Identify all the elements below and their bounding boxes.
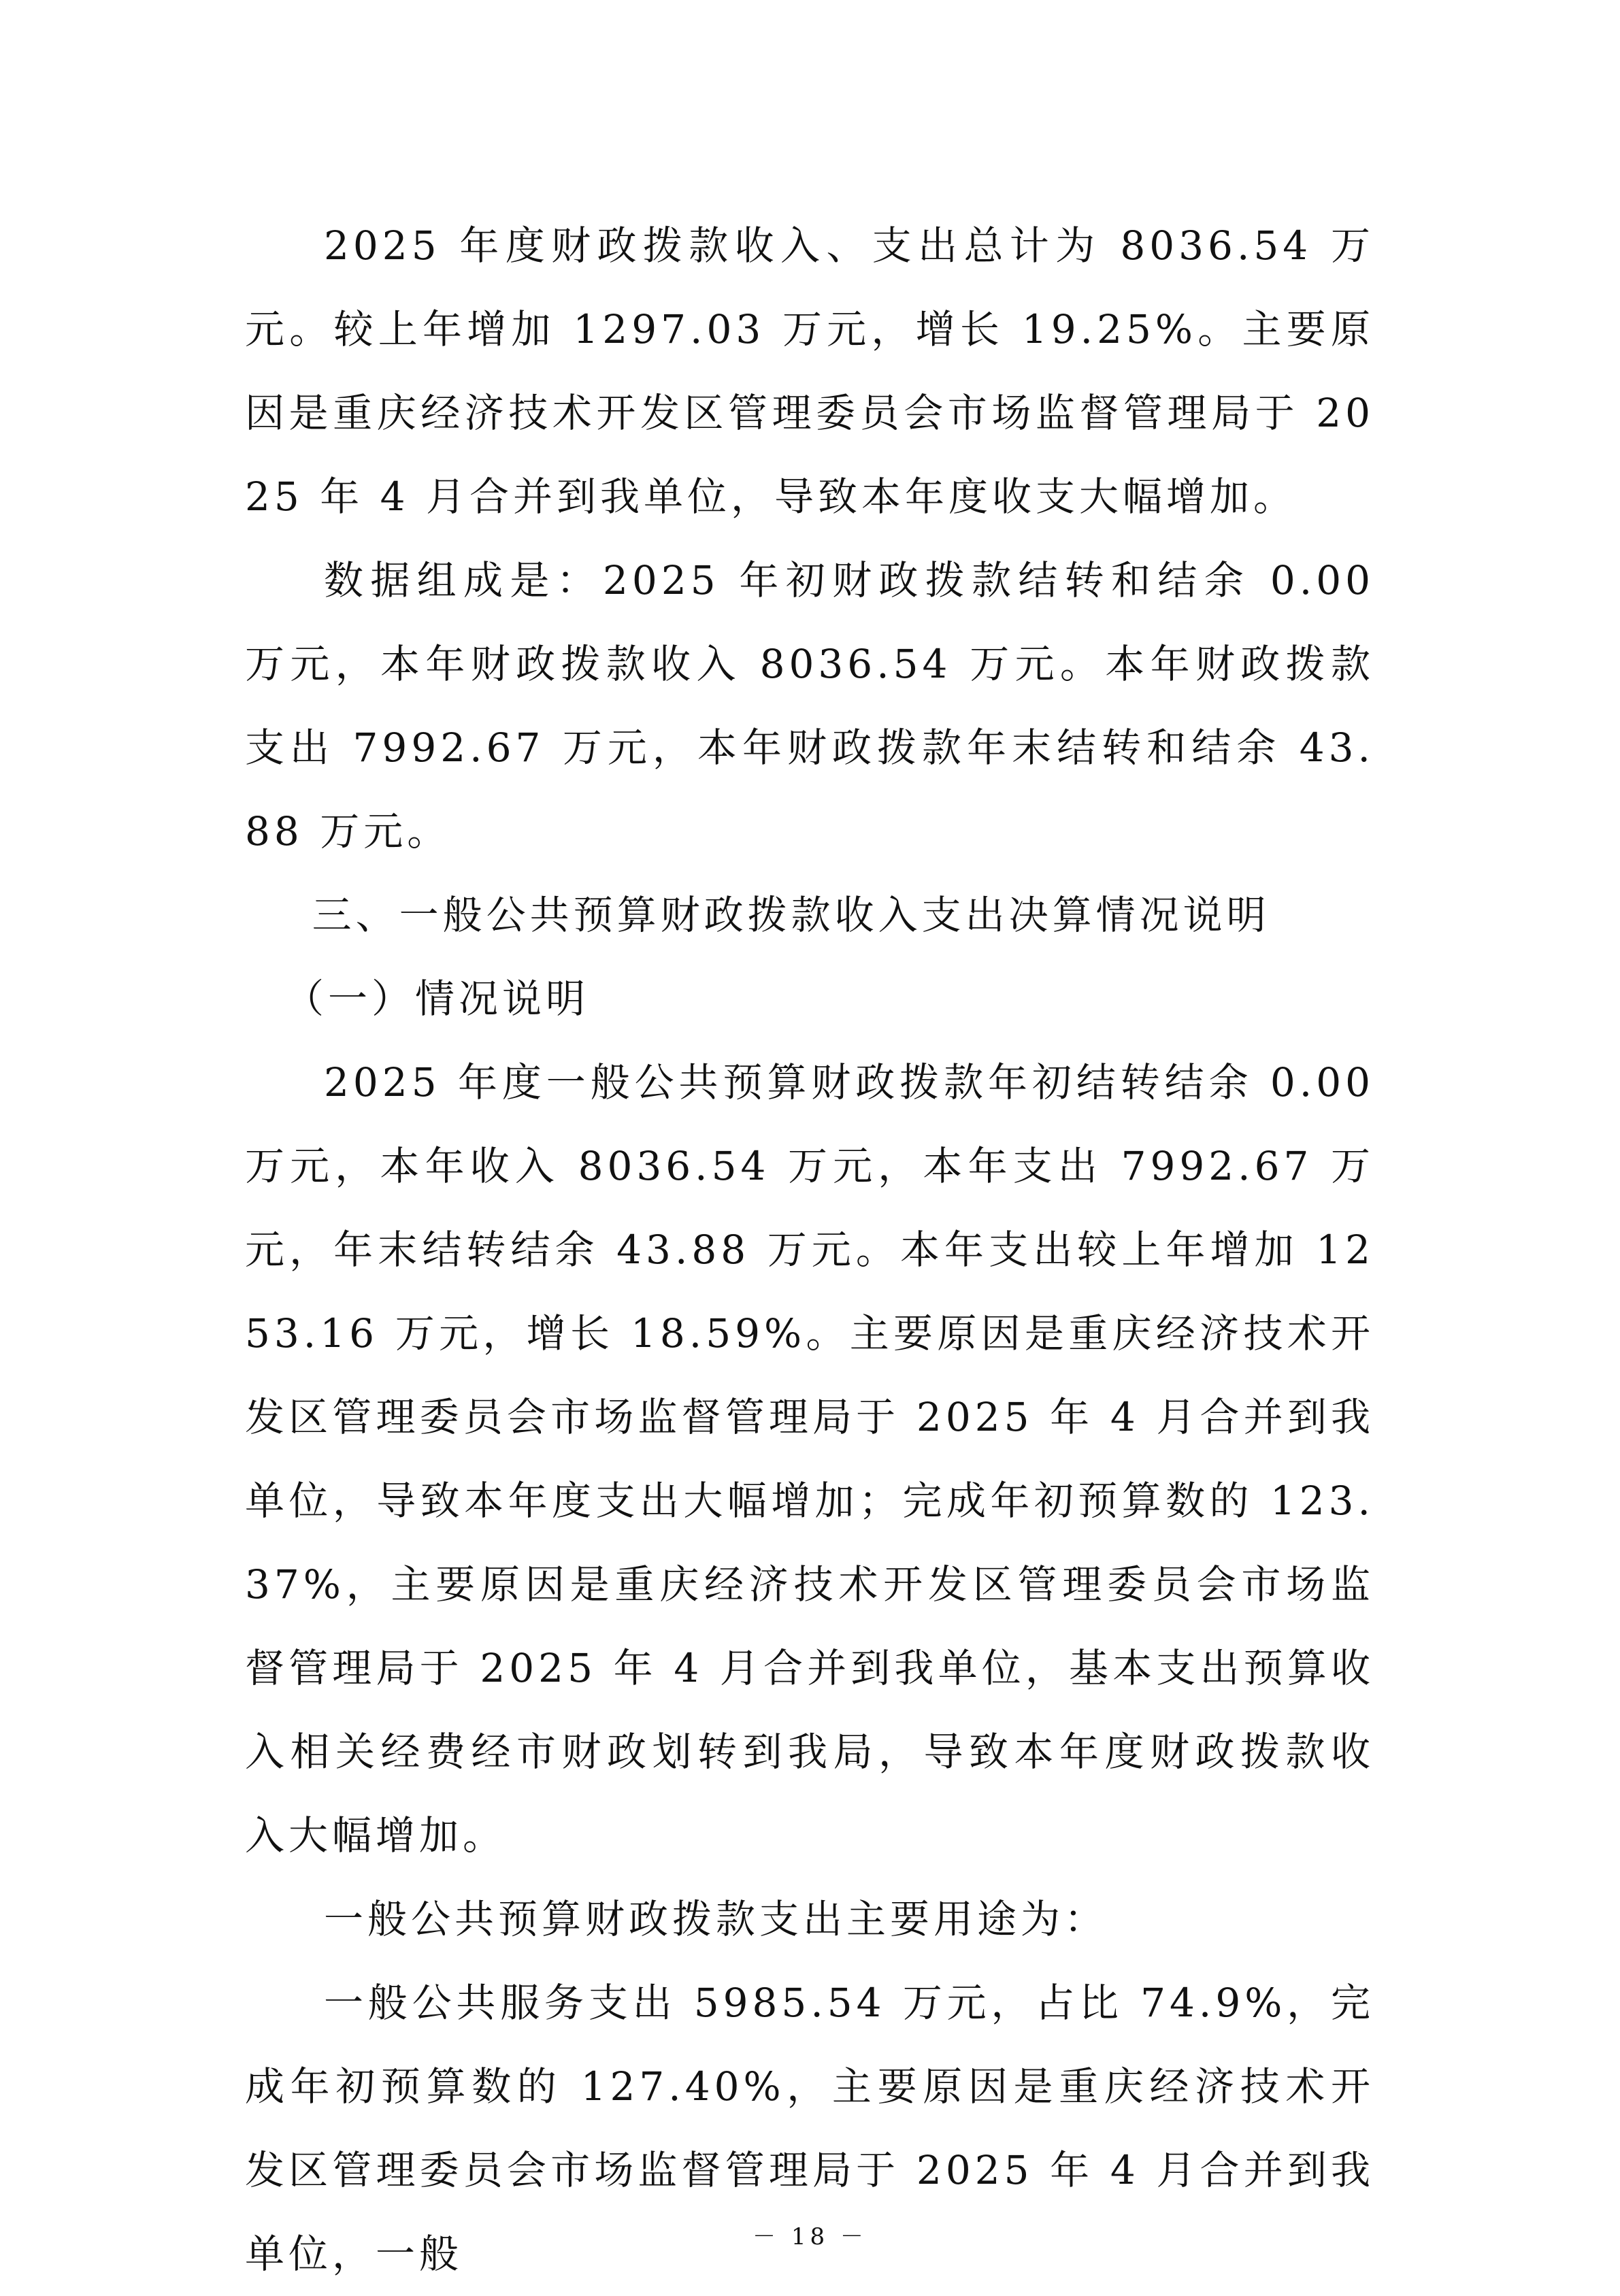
page-number: － 18 － xyxy=(753,2223,867,2250)
subsection-heading: （一）情况说明 xyxy=(284,976,590,1022)
paragraph-data-composition: 数据组成是：2025 年初财政拨款结转和结余 0.00 万元，本年财政拨款收入 8036.54 万元。本年财政拨款支出 7992.67 万元，本年财政拨款年末结转和结余 43.88 万元。 xyxy=(245,557,1374,854)
paragraph-general-budget: 2025 年度一般公共预算财政拨款年初结转结余 0.00 万元，本年收入 8036.54 万元，本年支出 7992.67 万元，年末结转结余 43.88 万元。本年支出较上年增加 1253.16 万元，增长 18.59%。主要原因是重庆经济技术开发区管理委员会市场监督管理局于 2025 年 4 月合并到我单位，导致本年度支出大幅增加；完成年初预算数的 123.37%，主要原因是重庆经济技术开发区管理委员会市场监督管理局于 2025 年 4 月合并到我单位，基本支出预算收入相关经费经市财政划转到我局，导致本年度财政拨款收入大幅增加。 xyxy=(245,1059,1374,1859)
document-body xyxy=(245,204,1374,2296)
paragraph-usage-intro: 一般公共预算财政拨款支出主要用途为： xyxy=(324,1896,1108,1942)
paragraph-public-service: 一般公共服务支出 5985.54 万元，占比 74.9%，完成年初预算数的 127.40%，主要原因是重庆经济技术开发区管理委员会市场监督管理局于 2025 年 4 月合并到我单位，一般 xyxy=(245,1980,1374,2277)
paragraph-total-summary: 2025 年度财政拨款收入、支出总计为 8036.54 万元。较上年增加 1297.03 万元，增长 19.25%。主要原因是重庆经济技术开发区管理委员会市场监督管理局于 2025 年 4 月合并到我单位，导致本年度收支大幅增加。 xyxy=(245,222,1374,520)
section-heading: 三、一般公共预算财政拨款收入支出决算情况说明 xyxy=(312,892,1270,938)
